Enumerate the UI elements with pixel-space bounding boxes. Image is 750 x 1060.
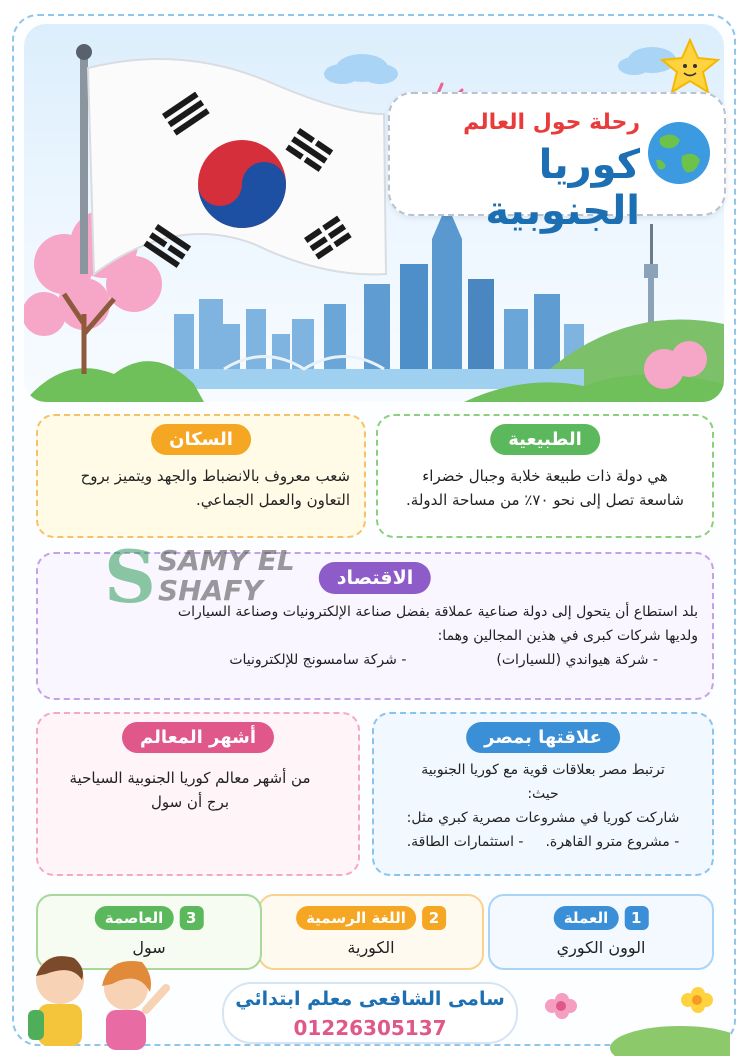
- globe-icon: [646, 120, 712, 186]
- watermark-line: SAMY EL: [158, 544, 295, 577]
- population-label: السكان: [151, 424, 251, 455]
- korean-flag-icon: [88, 59, 386, 274]
- nature-label: الطبيعية: [490, 424, 600, 455]
- population-text-line: شعب معروف بالانضباط والجهد ويتميز بروح: [80, 467, 350, 485]
- fact-number: 1: [624, 906, 648, 930]
- fact-card-currency: [488, 894, 714, 970]
- teacher-name: سامى الشافعى معلم ابتدائي: [235, 988, 505, 1010]
- fact-label: العاصمة: [95, 906, 174, 930]
- landmarks-text-line: من أشهر معالم كوريا الجنوبية السياحية: [69, 769, 311, 787]
- relations-list-item: - مشروع مترو القاهرة.: [545, 834, 680, 850]
- flag-pole: [80, 54, 88, 274]
- n-seoul-tower-illustration: [644, 224, 658, 328]
- relations-text-line: ترتبط مصر بعلاقات قوية مع كوريا الجنوبية: [421, 762, 665, 778]
- economy-text-line: بلد استطاع أن يتحول إلى دولة صناعية عملاقة بفضل صناعة الإلكترونيات وصناعة السيارات: [177, 604, 698, 620]
- fact-value: الوون الكوري: [556, 938, 646, 957]
- flower-icon: [530, 976, 730, 1056]
- nature-card: [376, 414, 714, 538]
- fact-label: اللغة الرسمية: [296, 906, 416, 930]
- cloud-icon: [324, 54, 398, 84]
- fact-value: الكورية: [347, 938, 395, 957]
- fact-label: العملة: [554, 906, 619, 930]
- landmarks-text-line: برج أن سول: [150, 793, 230, 811]
- relations-text-line: حيث:: [527, 786, 559, 802]
- star-icon: [662, 40, 718, 92]
- watermark-line: SHAFY: [158, 574, 263, 607]
- economy-label: الاقتصاد: [319, 562, 431, 594]
- relations-list-item: - استثمارات الطاقة.: [406, 834, 524, 850]
- children-illustration: [16, 940, 176, 1060]
- population-text-line: التعاون والعمل الجماعي.: [196, 491, 350, 509]
- nature-text-line: هي دولة ذات طبيعة خلابة وجبال خضراء: [422, 467, 668, 485]
- population-card: [36, 414, 366, 538]
- fact-card-language: [258, 894, 484, 970]
- economy-list-item: - شركة هيواندي (للسيارات): [496, 652, 658, 668]
- relations-card: [372, 712, 714, 876]
- fact-number: 3: [179, 906, 203, 930]
- title-card: [388, 92, 726, 234]
- watermark: [104, 534, 304, 619]
- teacher-phone: 01226305137: [293, 1016, 447, 1040]
- teacher-card: [222, 982, 518, 1044]
- fact-value: سول: [132, 938, 166, 957]
- fact-number: 2: [422, 906, 446, 930]
- page-title: كوريا الجنوبية: [485, 142, 640, 234]
- nature-text-line: شاسعة تصل إلى نحو ٧٠٪ من مساحة الدولة.: [406, 491, 684, 509]
- economy-list-item: - شركة سامسونج للإلكترونيات: [229, 652, 407, 668]
- landmarks-card: [36, 712, 360, 876]
- landmarks-label: أشهر المعالم: [122, 722, 274, 753]
- relations-text-line: شاركت كوريا في مشروعات مصرية كبري مثل:: [406, 810, 680, 826]
- economy-text-line: ولديها شركات كبرى في هذين المجالين وهما:: [437, 628, 698, 644]
- watermark-s-logo: S: [104, 534, 156, 619]
- relations-label: علاقتها بمصر: [466, 722, 620, 753]
- page-subtitle: رحلة حول العالم: [463, 110, 640, 135]
